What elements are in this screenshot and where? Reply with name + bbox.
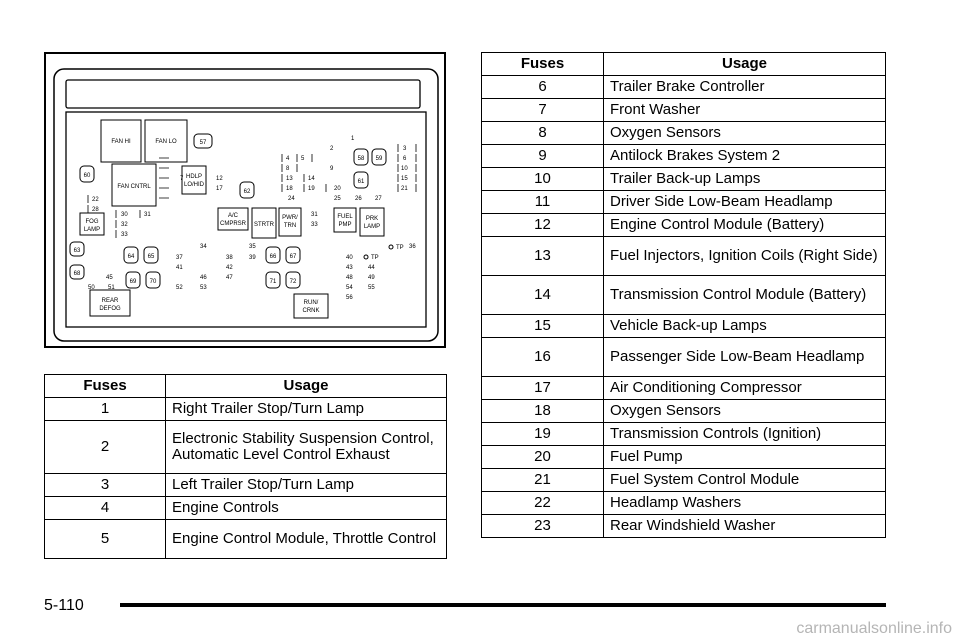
svg-text:17: 17 — [216, 186, 223, 192]
relay-fan-hi — [101, 120, 141, 162]
fuse-number: 20 — [482, 446, 604, 469]
svg-text:54: 54 — [346, 285, 353, 291]
fuse-usage: Transmission Controls (Ignition) — [604, 423, 886, 446]
fuse-number: 6 — [482, 76, 604, 99]
usage-column-header: Usage — [166, 375, 447, 398]
svg-text:TRN: TRN — [283, 223, 297, 229]
svg-text:70: 70 — [149, 279, 157, 285]
svg-text:60: 60 — [83, 173, 91, 179]
svg-text:34: 34 — [200, 244, 207, 250]
table-row — [482, 446, 886, 469]
fuse-block-svg — [46, 54, 444, 346]
table-row — [482, 469, 886, 492]
fuse-number: 4 — [45, 497, 166, 520]
svg-text:10: 10 — [401, 166, 408, 172]
relay-fuel-pmp — [334, 208, 356, 232]
table-row — [45, 474, 447, 497]
table-row — [482, 423, 886, 446]
fuse-usage: Engine Control Module, Throttle Control — [166, 520, 447, 559]
svg-text:LO/HID: LO/HID — [183, 182, 205, 188]
svg-text:46: 46 — [200, 275, 207, 281]
svg-text:21: 21 — [401, 186, 408, 192]
fuse-number: 5 — [45, 520, 166, 559]
fuse-usage: Right Trailer Stop/Turn Lamp — [166, 398, 447, 421]
svg-text:HDLP: HDLP — [185, 174, 203, 180]
relay-hdlp-lo-hid — [182, 166, 206, 194]
fuse-number: 18 — [482, 400, 604, 423]
fuse-usage: Air Conditioning Compressor — [604, 377, 886, 400]
table-row — [482, 214, 886, 237]
svg-text:FAN LO: FAN LO — [155, 139, 177, 145]
svg-text:TP: TP — [396, 245, 404, 251]
svg-text:20: 20 — [334, 186, 341, 192]
svg-text:59: 59 — [375, 156, 383, 162]
relay-fan-lo — [145, 120, 187, 162]
svg-text:STRTR: STRTR — [254, 222, 274, 228]
svg-text:12: 12 — [216, 176, 223, 182]
svg-text:66: 66 — [269, 254, 277, 260]
svg-text:3: 3 — [403, 146, 407, 152]
svg-text:FAN HI: FAN HI — [111, 139, 131, 145]
fuse-usage: Vehicle Back-up Lamps — [604, 315, 886, 338]
fuse-usage: Antilock Brakes System 2 — [604, 145, 886, 168]
fuse-number: 9 — [482, 145, 604, 168]
svg-text:24: 24 — [288, 196, 295, 202]
fuse-number: 15 — [482, 315, 604, 338]
svg-text:CRNK: CRNK — [302, 308, 320, 314]
fuse-usage: Front Washer — [604, 99, 886, 122]
fuse-number: 3 — [45, 474, 166, 497]
svg-text:A/C: A/C — [227, 213, 239, 219]
svg-text:38: 38 — [226, 255, 233, 261]
svg-text:44: 44 — [368, 265, 375, 271]
svg-text:42: 42 — [226, 265, 233, 271]
table-row — [45, 497, 447, 520]
fuse-table-right — [481, 52, 886, 538]
svg-text:53: 53 — [200, 285, 207, 291]
svg-text:13: 13 — [286, 176, 293, 182]
svg-text:1: 1 — [351, 136, 355, 142]
svg-text:58: 58 — [357, 156, 365, 162]
svg-text:36: 36 — [409, 244, 416, 250]
svg-text:19: 19 — [308, 186, 315, 192]
table-header-row — [45, 375, 447, 398]
fuse-number: 8 — [482, 122, 604, 145]
svg-text:33: 33 — [121, 232, 128, 238]
table-row — [482, 400, 886, 423]
fuse-usage: Passenger Side Low-Beam Headlamp — [604, 338, 886, 377]
svg-text:67: 67 — [289, 254, 297, 260]
svg-text:28: 28 — [92, 207, 99, 213]
svg-text:69: 69 — [129, 279, 137, 285]
svg-text:6: 6 — [403, 156, 407, 162]
footer-rule — [120, 603, 886, 607]
svg-text:PRK: PRK — [365, 216, 379, 222]
svg-text:48: 48 — [346, 275, 353, 281]
svg-text:65: 65 — [147, 254, 155, 260]
table-row — [45, 398, 447, 421]
svg-text:REAR: REAR — [101, 298, 119, 304]
fuse-usage: Driver Side Low-Beam Headlamp — [604, 191, 886, 214]
relay-rear-defog — [90, 290, 130, 316]
fuse-number: 12 — [482, 214, 604, 237]
table-row — [482, 76, 886, 99]
fuse-number: 7 — [482, 99, 604, 122]
svg-text:40: 40 — [346, 255, 353, 261]
svg-text:8: 8 — [286, 166, 290, 172]
fuse-table-left — [44, 374, 447, 559]
table-row — [482, 276, 886, 315]
svg-text:14: 14 — [308, 176, 315, 182]
tp-connector-b — [364, 255, 379, 261]
svg-text:57: 57 — [199, 140, 207, 146]
table-row — [482, 315, 886, 338]
fuse-number: 2 — [45, 421, 166, 474]
svg-text:45: 45 — [106, 275, 113, 281]
fuse-usage: Fuel System Control Module — [604, 469, 886, 492]
page-number: 5-110 — [44, 597, 84, 614]
svg-text:DEFOG: DEFOG — [99, 306, 121, 312]
fuse-usage: Transmission Control Module (Battery) — [604, 276, 886, 315]
svg-text:15: 15 — [401, 176, 408, 182]
fuse-usage: Left Trailer Stop/Turn Lamp — [166, 474, 447, 497]
svg-text:37: 37 — [176, 255, 183, 261]
fuse-usage: Fuel Injectors, Ignition Coils (Right Side) — [604, 237, 886, 276]
fuse-number: 16 — [482, 338, 604, 377]
usage-column-header: Usage — [604, 53, 886, 76]
relay-run-crnk — [294, 294, 328, 318]
fuse-usage: Trailer Brake Controller — [604, 76, 886, 99]
fuse-usage: Electronic Stability Suspension Control, Automatic Level Control Exhaust — [166, 421, 447, 474]
svg-text:43: 43 — [346, 265, 353, 271]
svg-text:9: 9 — [330, 166, 334, 172]
svg-text:CMPRSR: CMPRSR — [219, 221, 247, 227]
fuse-usage: Oxygen Sensors — [604, 400, 886, 423]
table-row — [45, 421, 447, 474]
svg-text:71: 71 — [269, 279, 277, 285]
relay-pwr-trn — [279, 208, 301, 236]
svg-text:61: 61 — [357, 179, 365, 185]
svg-text:TP: TP — [371, 255, 379, 261]
table-row — [482, 145, 886, 168]
relay-fan-cntrl — [112, 164, 156, 206]
fuse-number: 22 — [482, 492, 604, 515]
svg-text:52: 52 — [176, 285, 183, 291]
svg-text:35: 35 — [249, 244, 256, 250]
svg-text:51: 51 — [108, 285, 115, 291]
fuse-usage: Trailer Back-up Lamps — [604, 168, 886, 191]
svg-text:4: 4 — [286, 156, 290, 162]
svg-text:64: 64 — [127, 254, 135, 260]
svg-text:LAMP: LAMP — [83, 227, 101, 233]
relay-strtr — [252, 208, 276, 238]
table-row — [482, 515, 886, 538]
fuse-usage: Engine Control Module (Battery) — [604, 214, 886, 237]
svg-text:PMP: PMP — [338, 222, 352, 228]
fuse-number: 19 — [482, 423, 604, 446]
svg-text:47: 47 — [226, 275, 233, 281]
svg-text:39: 39 — [249, 255, 256, 261]
svg-text:50: 50 — [88, 285, 95, 291]
svg-text:49: 49 — [368, 275, 375, 281]
svg-text:55: 55 — [368, 285, 375, 291]
fuse-usage: Engine Controls — [166, 497, 447, 520]
relay-fog-lamp — [80, 213, 104, 235]
table-row — [482, 237, 886, 276]
svg-text:RUN/: RUN/ — [303, 300, 319, 306]
fuse-usage: Fuel Pump — [604, 446, 886, 469]
fuse-number: 14 — [482, 276, 604, 315]
svg-text:2: 2 — [330, 146, 334, 152]
svg-text:LAMP: LAMP — [363, 224, 381, 230]
table-row — [482, 338, 886, 377]
svg-text:56: 56 — [346, 295, 353, 301]
fuse-usage: Headlamp Washers — [604, 492, 886, 515]
table-row — [482, 377, 886, 400]
table-row — [45, 520, 447, 559]
fuse-usage: Rear Windshield Washer — [604, 515, 886, 538]
fuse-number: 10 — [482, 168, 604, 191]
relay-ac-cmprsr — [218, 208, 248, 230]
svg-text:41: 41 — [176, 265, 183, 271]
fuse-number: 13 — [482, 237, 604, 276]
svg-text:31: 31 — [144, 212, 151, 218]
table-row — [482, 168, 886, 191]
table-row — [482, 99, 886, 122]
table-row — [482, 492, 886, 515]
svg-text:26: 26 — [355, 196, 362, 202]
fuse-number: 17 — [482, 377, 604, 400]
svg-text:5: 5 — [301, 156, 305, 162]
svg-text:PWR/: PWR/ — [282, 215, 298, 221]
fuse-block-label-strip — [66, 80, 420, 108]
svg-text:31: 31 — [311, 212, 318, 218]
svg-text:18: 18 — [286, 186, 293, 192]
svg-text:68: 68 — [73, 271, 81, 277]
table-row — [482, 122, 886, 145]
svg-text:22: 22 — [92, 197, 99, 203]
watermark: carmanualsonline.info — [796, 620, 952, 637]
table-row — [482, 191, 886, 214]
fuse-number: 1 — [45, 398, 166, 421]
fuse-number: 21 — [482, 469, 604, 492]
table-header-row — [482, 53, 886, 76]
svg-text:32: 32 — [121, 222, 128, 228]
fuse-usage: Oxygen Sensors — [604, 122, 886, 145]
svg-text:30: 30 — [121, 212, 128, 218]
fuse-block-diagram — [44, 52, 446, 348]
relay-prk-lamp — [360, 208, 384, 236]
fuses-column-header: Fuses — [482, 53, 604, 76]
tp-connector-a — [389, 245, 404, 251]
fuse-number: 11 — [482, 191, 604, 214]
svg-text:7: 7 — [180, 176, 184, 182]
svg-text:33: 33 — [311, 222, 318, 228]
fuses-column-header: Fuses — [45, 375, 166, 398]
svg-text:FAN CNTRL: FAN CNTRL — [117, 184, 151, 190]
svg-text:27: 27 — [375, 196, 382, 202]
svg-text:FUEL: FUEL — [337, 214, 353, 220]
svg-text:62: 62 — [243, 189, 251, 195]
svg-text:FOG: FOG — [85, 219, 99, 225]
svg-text:72: 72 — [289, 279, 297, 285]
fuse-number: 23 — [482, 515, 604, 538]
svg-text:63: 63 — [73, 248, 81, 254]
svg-text:25: 25 — [334, 196, 341, 202]
